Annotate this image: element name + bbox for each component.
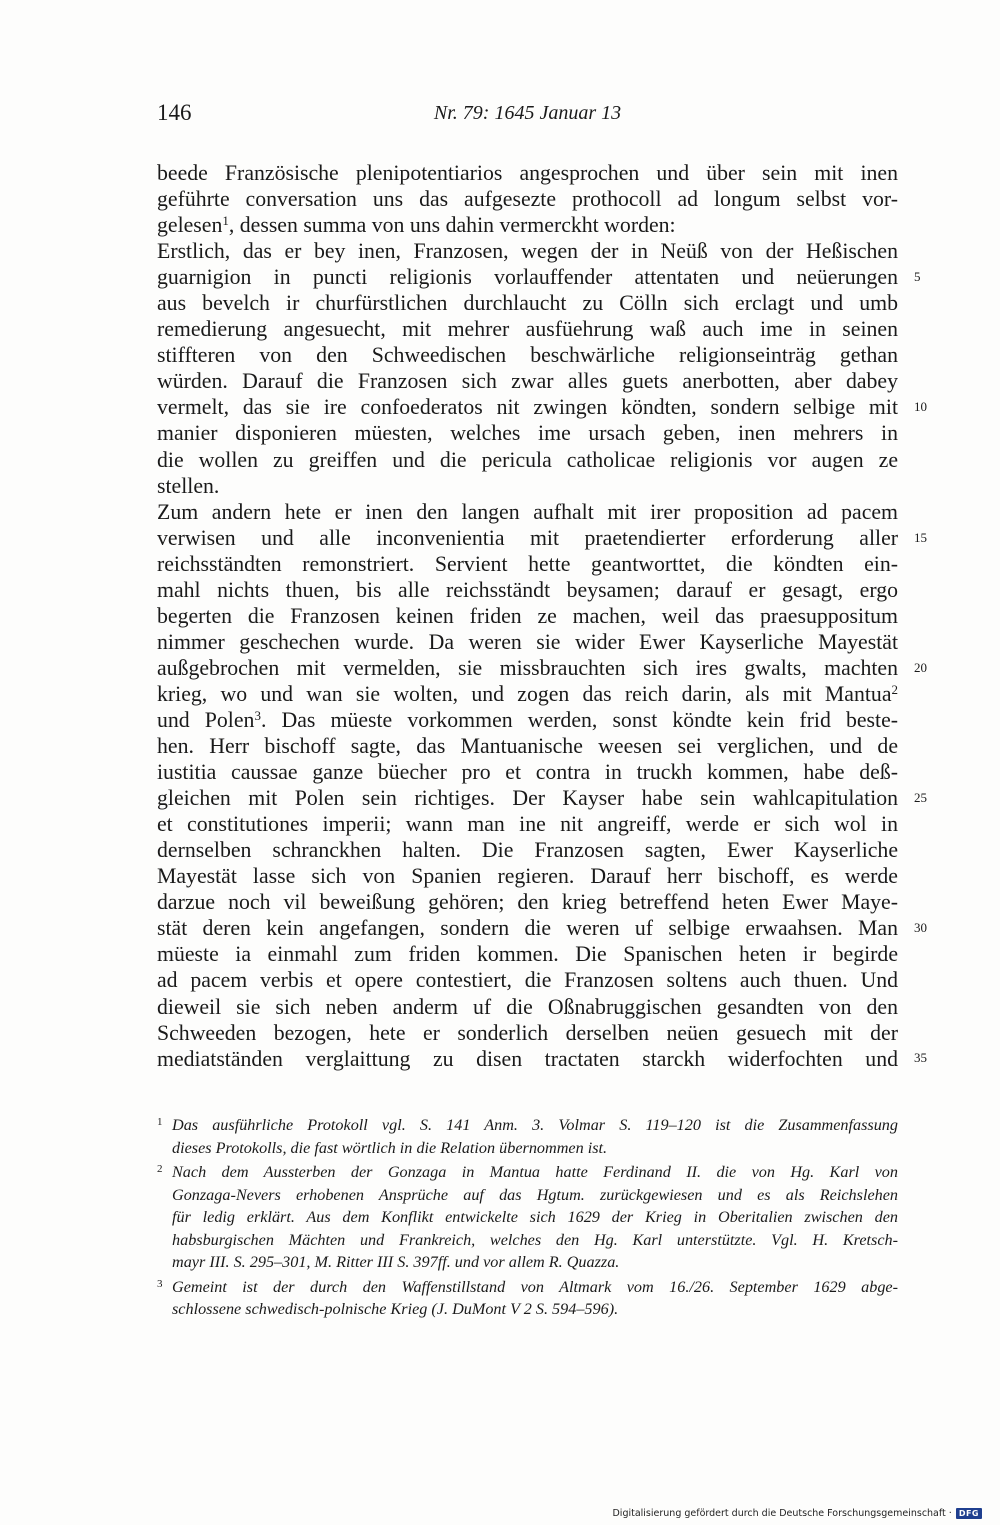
footnote-line: Gemeint ist der durch den Waffenstillstand von Altmark vom 16./26. September 1629 abge- [172,1277,898,1296]
footnote-ref[interactable]: 2 [891,681,898,697]
text-line: darzue noch vil beweißung gehören; den krieg betreffend heten Ewer Maye- [157,890,898,915]
running-title: Nr. 79: 1645 Januar 13 [433,102,622,124]
text-line: manier disponieren müesten, welches ime ursach geben, inen mehrers in [157,421,898,446]
text-line: guarnigion in puncti religionis vorlauffender attentaten und neüerungen [157,265,898,290]
footnote-ref[interactable]: 1 [222,213,229,229]
text-line: begerten die Franzosen keinen friden ze machen, weil das praesuppositum [157,603,898,628]
footnote-line: für ledig erklärt. Aus dem Konflikt entwickelte sich 1629 der Krieg in Oberitalien zwischen den [172,1208,898,1226]
footnote-3 [157,1276,898,1321]
text-line: Schweeden bezogen, hete er sonderlich derselben neüen gesuech mit der [157,1020,898,1045]
footnote-line: Das ausführliche Protokoll vgl. S. 141 Anm. 3. Volmar S. 119–120 ist die Zusammenfassung [172,1116,898,1134]
main-text [157,160,898,1072]
footnote-marker: 3 [157,1277,163,1290]
footnote-line: Gonzaga-Nevers erhobenen Ansprüche auf das Hgtum. zurückgewiesen und es als Reichslehen [172,1185,898,1204]
dfg-credit [612,1508,982,1519]
text-line: hen. Herr bischoff sagte, das Mantuanische weesen sei verglichen, und de [157,734,898,759]
text-line: mahl nichts thuen, bis alle reichsständt beysamen; darauf er gesagt, ergo [157,577,898,602]
footnote-line: dieses Protokolls, die fast wörtlich in die Relation übernommen ist. [172,1138,608,1157]
text-line: müeste ia einmahl zum friden kommen. Die Spanischen heten ir begirde [157,942,898,967]
page-number: 146 [157,100,192,125]
footnote-line: schlossene schwedisch-polnische Krieg (J. DuMont V 2 S. 594–596). [172,1300,619,1318]
text-line: stät deren kein angefangen, sondern die weren uf selbige erwaahsen. Man [157,916,898,941]
text-line: dieweil sie sich neben anderm uf die Oßnabruggischen gesandten von den [157,994,898,1019]
line-number: 10 [914,399,927,414]
dfg-logo-icon: DFG [956,1508,982,1519]
footnote-1 [157,1114,898,1159]
text-line: beede Französische plenipotentiarios angesprochen und über sein mit inen [157,161,898,185]
text-line: iustitia caussae ganze büecher pro et contra in truckh kommen, habe deß- [157,760,898,785]
line-number: 20 [914,660,927,675]
credit-text: Digitalisierung gefördert durch die Deutsche Forschungsgemeinschaft · [612,1508,952,1519]
text-line: geführte conversation uns das aufgesezte prothocoll ad longum selbst vor- [157,187,898,212]
text-line: gleichen mit Polen sein richtiges. Der Kayser habe sein wahlcapitulation [157,786,898,811]
page-header [157,100,898,132]
text-line: Erstlich, das er bey inen, Franzosen, wegen der in Neüß von der Heßischen [157,239,898,264]
text-line: vermelt, das sie ire confoederatos nit zwingen köndten, sondern selbige mit [157,395,898,420]
footnote-2 [157,1161,898,1274]
text-line: würden. Darauf die Franzosen sich zwar alles guets anerbotten, aber dabey [157,369,898,394]
text-line: aus bevelch ir churfürstlichen durchlaucht zu Cölln sich erclagt und umb [157,291,898,316]
text-line: Zum andern hete er inen den langen aufhalt mit irer proposition ad pacem [157,499,898,524]
text-line: die wollen zu greiffen und die pericula catholicae religionis vor augen ze [157,447,898,472]
line-number: 15 [914,530,927,545]
text-line: gelesen$^1$, dessen summa von uns dahin vermerckht worden: [157,213,676,238]
line-number: 35 [914,1050,927,1065]
line-number: 25 [914,790,927,805]
text-line: ad pacem verbis et opere contestiert, die Franzosen soltens auch thuen. Und [157,968,898,993]
footnote-marker: 2 [157,1163,163,1175]
text-line: nimmer geschechen wurde. Da weren sie wider Ewer Kayserliche Mayestät [157,629,898,654]
footnote-line: Nach dem Aussterben der Gonzaga in Mantua hatte Ferdinand II. die von Hg. Karl von [172,1163,898,1181]
text-line: krieg, wo und wan sie wolten, und zogen das reich darin, als mit Mantua$^2$ [157,681,898,706]
text-line: Mayestät lasse sich von Spanien regieren. Darauf herr bischoff, es werde [157,864,898,889]
text-line: verwisen und alle inconvenientia mit praetendierter erforderung aller [157,525,898,550]
footnote-ref[interactable]: 3 [254,707,261,723]
text-line: dernselben schranckhen halten. Die Franzosen sagten, Ewer Kayserliche [157,838,898,863]
footnote-line: habsburgischen Mächten und Frankreich, welches den Hg. Karl unterstützte. Vgl. H. Kretsch- [172,1230,898,1249]
footnote-line: mayr III. S. 295–301, M. Ritter III S. 397ff. und vor allem R. Quazza. [172,1253,620,1271]
text-line: reichsständten remonstriert. Servient hette geantworttet, die köndten ein- [157,551,898,576]
text-line: mediatständen verglaittung zu disen tractaten starckh widerfochten und [157,1046,898,1071]
footnotes [157,1114,898,1323]
line-number: 5 [914,269,921,284]
line-number: 30 [914,920,927,935]
text-line: stellen. [157,473,220,498]
footnote-marker: 1 [157,1116,163,1128]
text-line: stiffteren von den Schweedischen beschwärliche religionseinträg gethan [157,343,898,368]
text-line: et constitutiones imperii; wann man ine nit angreiff, werde er sich wol in [157,812,898,837]
text-line: außgebrochen mit vermelden, sie missbrauchten sich ires gwalts, machten [157,655,898,680]
text-line: und Polen$^3$. Das müeste vorkommen werden, sonst köndte kein frid beste- [157,707,899,732]
text-line: remedierung angesuecht, mit mehrer ausfüehrung waß auch ime in seinen [157,317,898,342]
